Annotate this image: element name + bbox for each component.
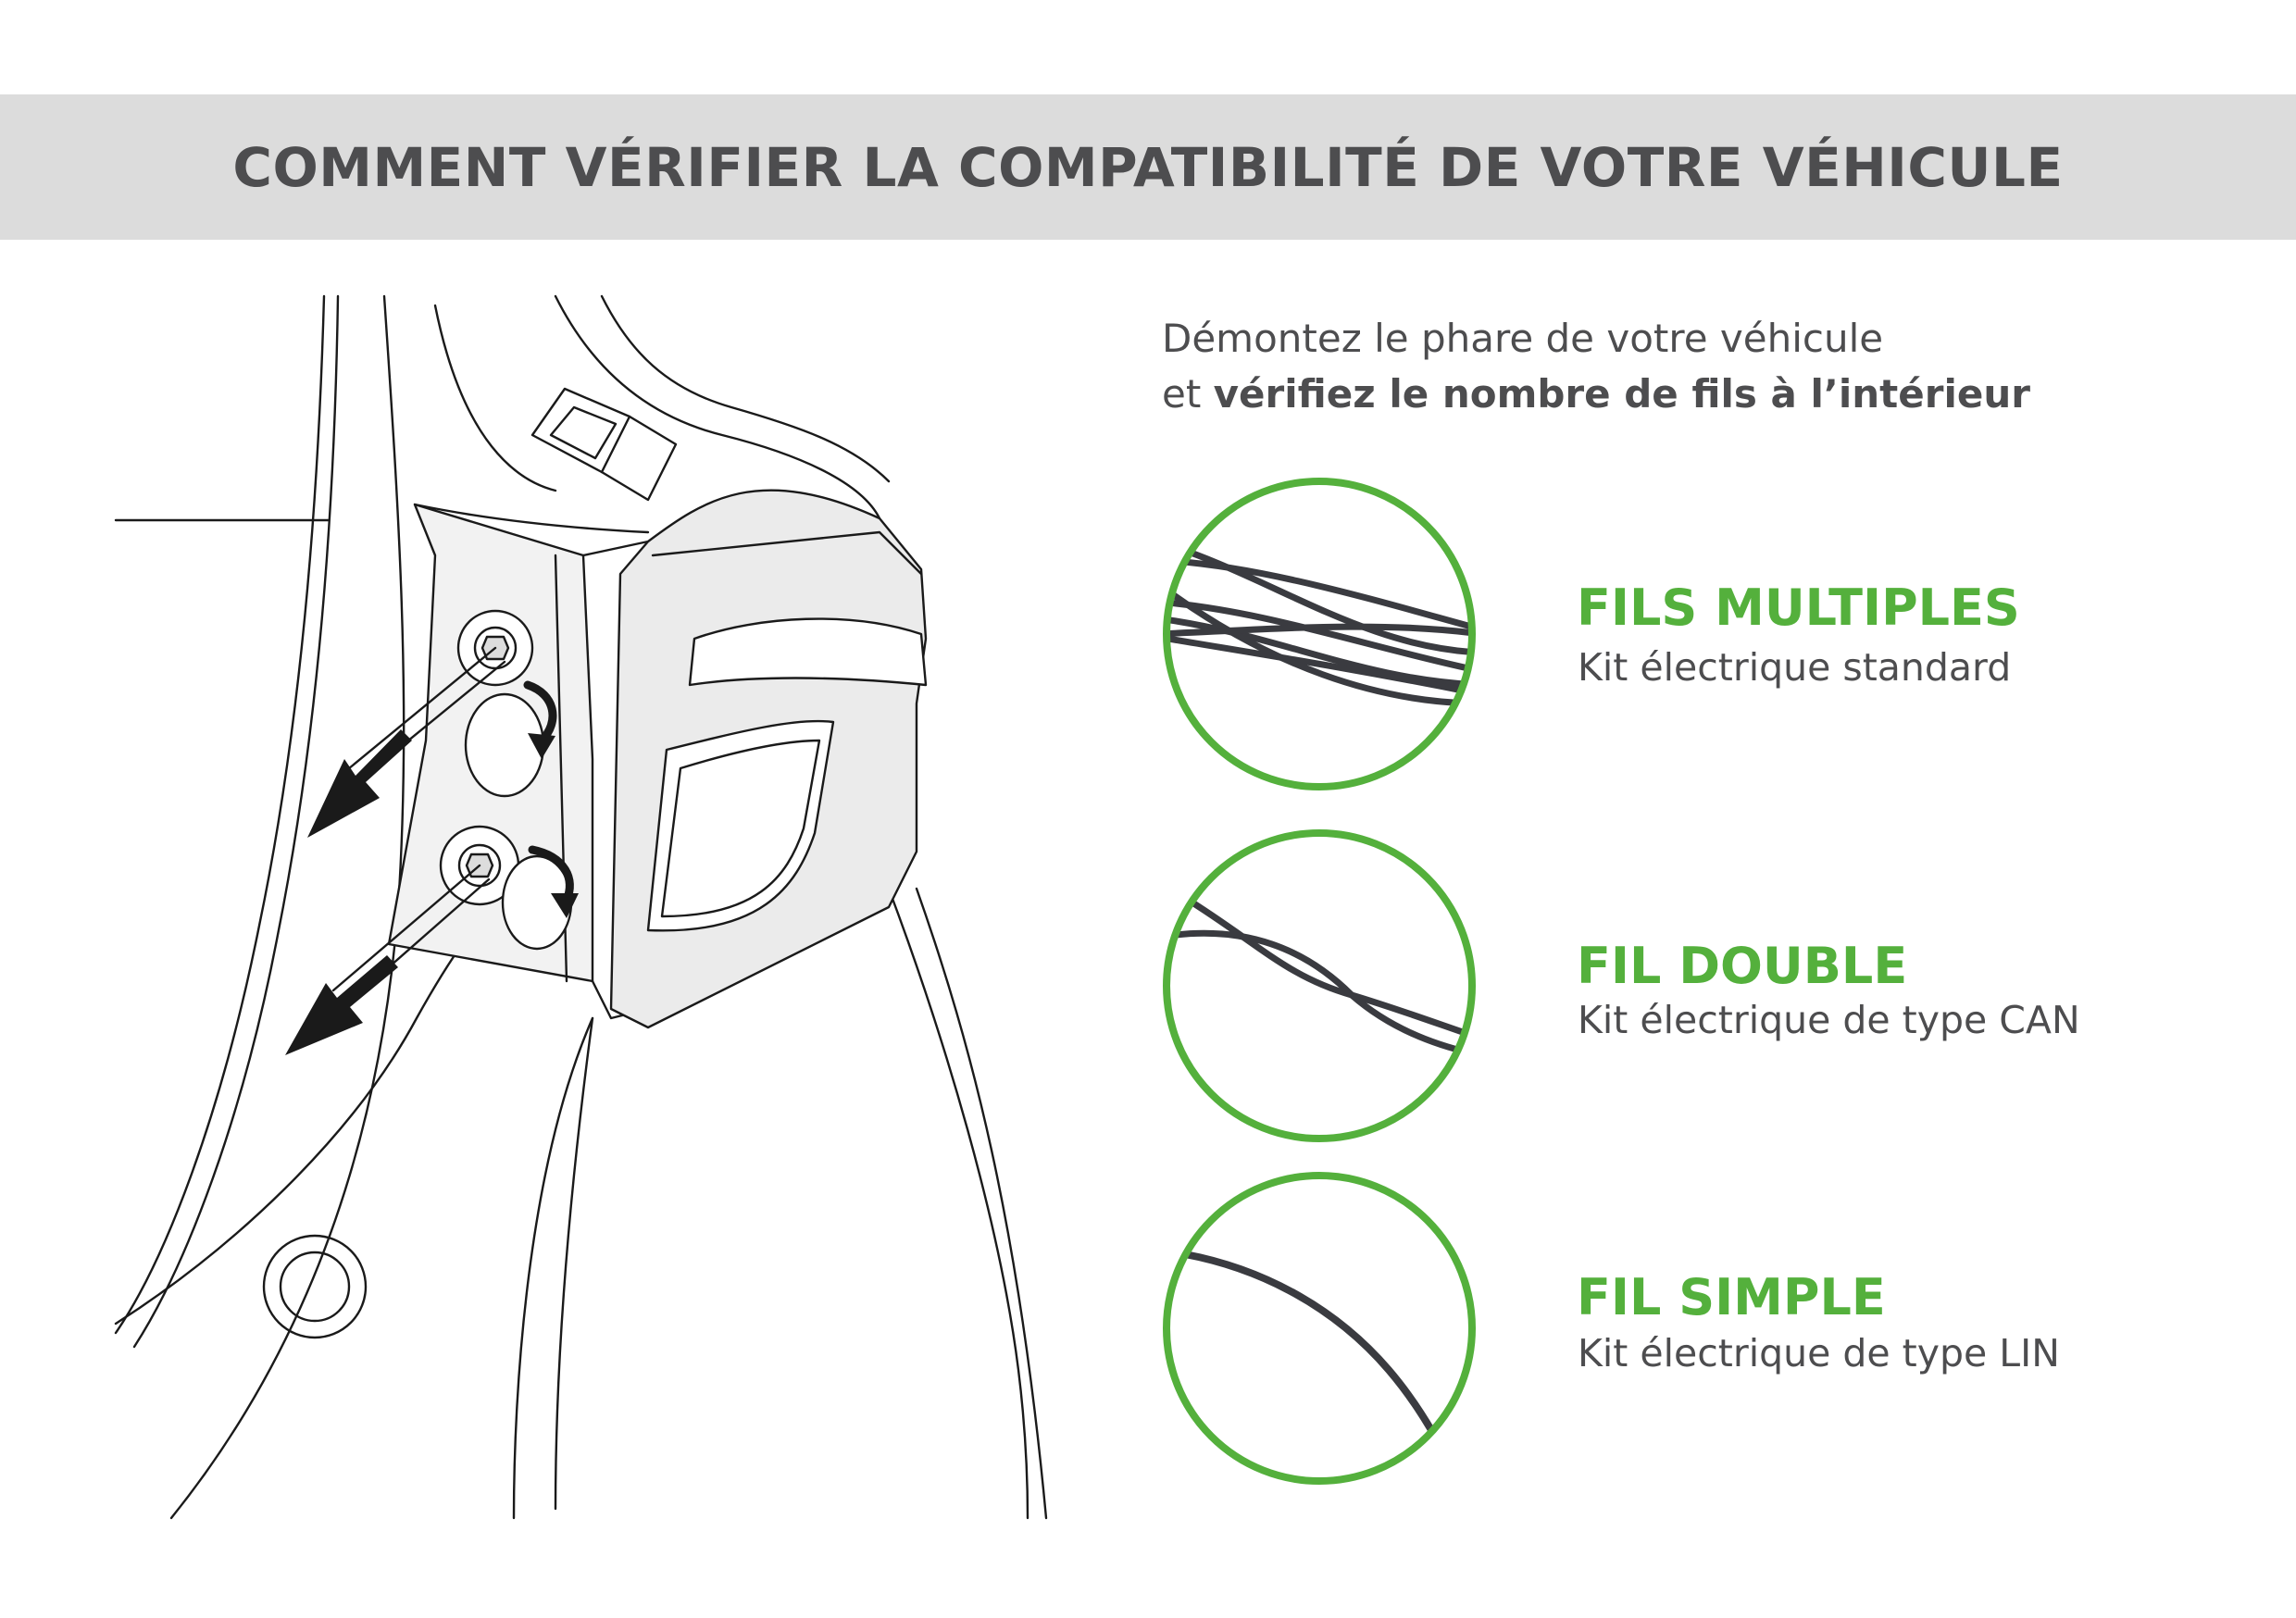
option-subtitle-single: Kit électrique de type LIN <box>1578 1331 2060 1375</box>
instruction-line-1: Démontez le phare de votre véhicule <box>1162 316 1884 361</box>
option-subtitle-multiple: Kit électrique standard <box>1578 645 2012 690</box>
single-wire-circle <box>1157 1166 1481 1490</box>
multiple-wires-circle <box>1157 472 1481 796</box>
page-title: COMMENT VÉRIFIER LA COMPATIBILITÉ DE VOTRE VÉHICULE <box>232 135 2064 199</box>
headlight-removal-illustration <box>0 240 1092 1536</box>
instruction-line-2 <box>1162 367 2273 422</box>
instruction-line-2-bold: vérifiez le nombre de fils à l’intérieur <box>1213 371 2030 417</box>
instruction-line-2-prefix: et <box>1162 371 1202 417</box>
option-subtitle-double: Kit électrique de type CAN <box>1578 998 2080 1042</box>
option-title-multiple: FILS MULTIPLES <box>1577 579 2020 637</box>
option-title-single: FIL SIMPLE <box>1577 1268 1886 1326</box>
instruction-text <box>1162 311 2273 422</box>
double-wire-circle <box>1157 824 1481 1148</box>
header-banner <box>0 94 2296 240</box>
option-title-double: FIL DOUBLE <box>1577 937 1908 995</box>
